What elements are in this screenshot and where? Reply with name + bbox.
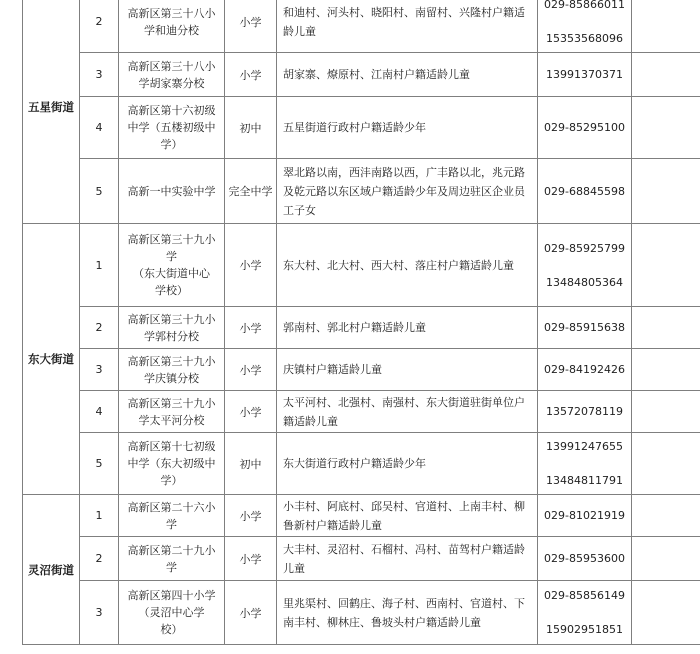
phone-cell: [538, 495, 632, 537]
phone-number: 15902951851: [546, 623, 623, 636]
row-number-cell: 3: [80, 349, 119, 391]
school-name-cell: [119, 159, 225, 224]
enrollment-area-cell: [277, 224, 538, 307]
row-number-cell: 5: [80, 159, 119, 224]
school-name-line: 学郭村分校: [144, 329, 199, 343]
school-name-line: 高新区第十七初级: [127, 440, 216, 453]
school-name-line: 学）: [160, 474, 183, 487]
row-number-cell: 1: [80, 495, 119, 537]
enrollment-area-line: 太平河村、北强村、南强村、东大街道驻街单位户: [283, 395, 525, 409]
enrollment-area-cell: [277, 537, 538, 581]
school-name-line: （东大街道中心: [133, 267, 210, 280]
school-name-cell: [119, 495, 225, 537]
enrollment-area-cell: [277, 391, 538, 433]
phone-number: 029-68845598: [544, 184, 625, 198]
enrollment-area-cell: [277, 159, 538, 224]
school-name-line: 学胡家寨分校: [138, 76, 205, 90]
note-cell: [632, 581, 700, 645]
school-name-cell: [119, 537, 225, 581]
phone-number: 13484805364: [546, 275, 623, 289]
enrollment-area-line: 翠北路以南，西沣南路以西，广丰路以北，兆元路: [283, 165, 525, 179]
school-name-line: 高新区第二十六小: [127, 500, 216, 514]
school-type-cell: 小学: [225, 349, 277, 391]
school-type-cell: 小学: [225, 307, 277, 349]
table-row: [23, 581, 700, 645]
school-name-line: 中学（东大初级中: [127, 457, 216, 470]
school-name-cell: [119, 97, 225, 159]
row-number-cell: 2: [80, 537, 119, 581]
table-row: [23, 53, 700, 97]
enrollment-area-line: 工子女: [283, 203, 316, 217]
enrollment-area-line: 郭南村、郭北村户籍适龄儿童: [283, 321, 426, 334]
school-name-line: 中学（五楼初级中: [127, 121, 216, 134]
table-row: [23, 495, 700, 537]
enrollment-area-cell: [277, 349, 538, 391]
school-name-line: 学: [166, 250, 177, 263]
school-name-line: 高新区第二十九小: [127, 543, 216, 557]
school-name-line: 学太平河分校: [138, 413, 205, 427]
phone-number: 13991247655: [546, 440, 623, 453]
school-name-line: 学）: [160, 138, 183, 151]
row-number-cell: 3: [80, 53, 119, 97]
school-name-line: 高新一中实验中学: [127, 184, 216, 198]
school-name-cell: [119, 391, 225, 433]
enrollment-area-line: 鲁新村户籍适龄儿童: [283, 518, 382, 532]
phone-cell: [538, 0, 632, 53]
school-name-line: 高新区第十六初级: [127, 104, 216, 117]
enrollment-area-cell: [277, 433, 538, 495]
school-name-line: 高新区第四十小学: [127, 589, 216, 602]
phone-number: 029-85866011: [544, 0, 625, 11]
enrollment-area-cell: [277, 0, 538, 53]
row-number-cell: 5: [80, 433, 119, 495]
school-name-cell: [119, 307, 225, 349]
phone-number: 029-85915638: [544, 321, 625, 334]
phone-number: 13484811791: [546, 474, 623, 487]
school-type-cell: 小学: [225, 495, 277, 537]
enrollment-area-line: 庆镇村户籍适龄儿童: [283, 363, 382, 376]
enrollment-area-line: 东大村、北大村、西大村、落庄村户籍适龄儿童: [283, 258, 514, 272]
phone-cell: [538, 537, 632, 581]
school-type-cell: 小学: [225, 0, 277, 53]
phone-cell: [538, 307, 632, 349]
enrollment-area-line: 和迪村、河头村、晓阳村、南留村、兴隆村户籍适: [283, 5, 525, 19]
phone-cell: [538, 391, 632, 433]
school-name-line: 高新区第三十九小: [127, 354, 216, 368]
note-cell: [632, 433, 700, 495]
school-name-line: 高新区第三十九小: [127, 233, 216, 246]
row-number-cell: 3: [80, 581, 119, 645]
note-cell: [632, 537, 700, 581]
phone-cell: [538, 159, 632, 224]
enrollment-area-line: 龄儿童: [283, 24, 316, 38]
school-name-line: 校）: [160, 623, 183, 636]
school-name-line: 高新区第三十九小: [127, 312, 216, 326]
school-name-cell: [119, 224, 225, 307]
table-row: [23, 97, 700, 159]
enrollment-area-line: 大丰村、灵沼村、石榴村、冯村、苗驾村户籍适龄: [283, 542, 525, 556]
school-name-line: 学庆镇分校: [144, 371, 199, 385]
note-cell: [632, 53, 700, 97]
enrollment-area-cell: [277, 307, 538, 349]
school-type-cell: 小学: [225, 391, 277, 433]
table-row: [23, 0, 700, 53]
phone-cell: [538, 53, 632, 97]
row-number-cell: 2: [80, 307, 119, 349]
enrollment-area-cell: [277, 495, 538, 537]
school-name-cell: [119, 53, 225, 97]
enrollment-area-line: 东大街道行政村户籍适龄少年: [283, 457, 426, 470]
school-type-cell: 小学: [225, 537, 277, 581]
note-cell: [632, 224, 700, 307]
phone-cell: [538, 433, 632, 495]
school-type-cell: 初中: [225, 97, 277, 159]
row-number-cell: 4: [80, 391, 119, 433]
phone-cell: [538, 224, 632, 307]
table-row: [23, 391, 700, 433]
table-row: [23, 537, 700, 581]
phone-number: 13572078119: [546, 405, 623, 418]
school-type-cell: 小学: [225, 53, 277, 97]
row-number-cell: 1: [80, 224, 119, 307]
phone-cell: [538, 349, 632, 391]
table-row: [23, 307, 700, 349]
phone-number: 029-85295100: [544, 121, 625, 134]
table-row: [23, 159, 700, 224]
note-cell: [632, 0, 700, 53]
phone-number: 15353568096: [546, 32, 623, 45]
school-name-line: 高新区第三十九小: [127, 396, 216, 410]
school-name-cell: [119, 0, 225, 53]
enrollment-area-line: 小丰村、阿底村、邱吴村、官道村、上南丰村、柳: [283, 499, 525, 513]
school-name-line: 学和迪分校: [144, 23, 199, 37]
enrollment-area-cell: [277, 581, 538, 645]
enrollment-area-line: 儿童: [283, 561, 305, 575]
enrollment-area-cell: [277, 53, 538, 97]
phone-number: 13991370371: [546, 68, 623, 81]
note-cell: [632, 159, 700, 224]
enrollment-area-line: 及乾元路以东区域户籍适龄少年及周边驻区企业员: [283, 184, 525, 198]
school-name-line: （灵沼中心学: [138, 606, 205, 619]
school-name-line: 学: [166, 560, 177, 574]
phone-cell: [538, 581, 632, 645]
school-type-cell: 小学: [225, 224, 277, 307]
table-row: [23, 433, 700, 495]
school-name-line: 学校）: [155, 284, 188, 297]
school-name-line: 高新区第三十八小: [127, 6, 216, 20]
street-name-cell: 东大街道: [23, 224, 80, 495]
note-cell: [632, 391, 700, 433]
phone-number: 029-85856149: [544, 589, 625, 602]
note-cell: [632, 307, 700, 349]
table-row: [23, 349, 700, 391]
school-name-cell: [119, 433, 225, 495]
street-name-cell: 灵沼街道: [23, 495, 80, 645]
row-number-cell: 4: [80, 97, 119, 159]
phone-cell: [538, 97, 632, 159]
phone-number: 029-84192426: [544, 363, 625, 376]
row-number-cell: 2: [80, 0, 119, 53]
phone-number: 029-81021919: [544, 509, 625, 522]
school-type-cell: 小学: [225, 581, 277, 645]
enrollment-area-line: 籍适龄儿童: [283, 414, 338, 428]
table-row: [23, 224, 700, 307]
enrollment-area-line: 五星街道行政村户籍适龄少年: [283, 121, 426, 134]
school-name-cell: [119, 349, 225, 391]
enrollment-area-cell: [277, 97, 538, 159]
school-name-line: 高新区第三十八小: [127, 59, 216, 73]
enrollment-area-line: 南丰村、柳林庄、鲁坡头村户籍适龄儿童: [283, 615, 481, 629]
phone-number: 029-85925799: [544, 241, 625, 255]
enrollment-area-line: 胡家寨、燎原村、江南村户籍适龄儿童: [283, 68, 470, 81]
school-district-table: [22, 0, 700, 645]
school-name-line: 学: [166, 517, 177, 531]
street-name-cell: 五星街道: [23, 0, 80, 224]
note-cell: [632, 349, 700, 391]
enrollment-area-line: 里兆渠村、回鹤庄、海子村、西南村、官道村、下: [283, 596, 525, 610]
note-cell: [632, 97, 700, 159]
note-cell: [632, 495, 700, 537]
phone-number: 029-85953600: [544, 552, 625, 565]
school-type-cell: 完全中学: [225, 159, 277, 224]
school-name-cell: [119, 581, 225, 645]
school-type-cell: 初中: [225, 433, 277, 495]
